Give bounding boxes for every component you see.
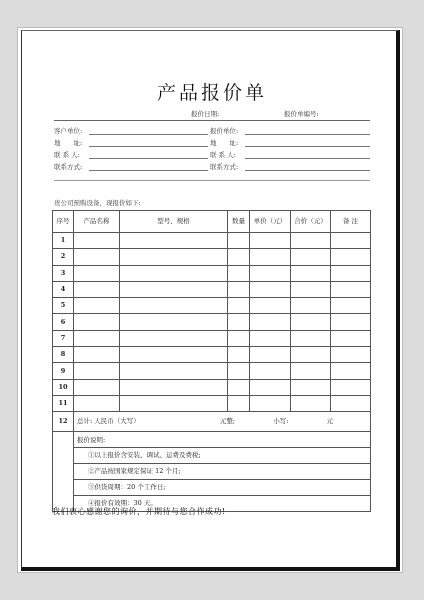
supplier-address-label: 地 址:: [210, 139, 239, 147]
qty-cell[interactable]: [228, 395, 250, 411]
amount-cell[interactable]: [291, 363, 331, 379]
row-number: 4: [53, 281, 74, 297]
model-cell[interactable]: [120, 363, 228, 379]
amount-cell[interactable]: [291, 281, 331, 297]
amount-cell[interactable]: [291, 395, 331, 411]
total-yuan-unit: 元: [326, 417, 334, 426]
unit-price-cell[interactable]: [250, 330, 291, 346]
table-row: [53, 249, 371, 265]
notes-list: [74, 448, 370, 511]
col-header-product: 产品名称: [74, 211, 120, 233]
note-item: ④报价有效期：30 天。: [88, 499, 157, 508]
row-number: 6: [53, 314, 74, 330]
table-row: [53, 314, 371, 330]
unit-price-cell[interactable]: [250, 265, 291, 281]
row-number: 5: [53, 298, 74, 314]
note-item: ②产品按国家规定保证 12 个月;: [74, 464, 370, 480]
qty-cell[interactable]: [228, 379, 250, 395]
model-cell[interactable]: [120, 249, 228, 265]
row-number: 7: [53, 330, 74, 346]
col-header-no: 序号: [53, 211, 74, 233]
closing-message: 我们衷心感谢您的询价，并期待与您合作成功!: [52, 507, 226, 516]
supplier-unit-label: 报价单位:: [210, 127, 239, 135]
remark-cell[interactable]: [331, 314, 371, 330]
customer-unit-label: 客户单位:: [54, 127, 83, 135]
table-row: [53, 265, 371, 281]
qty-cell[interactable]: [228, 314, 250, 330]
col-header-unit-price: 单价（元）: [250, 211, 291, 233]
total-yuan-label: 元整;: [219, 417, 236, 426]
amount-cell[interactable]: [291, 298, 331, 314]
customer-address-field[interactable]: [89, 146, 208, 147]
qty-cell[interactable]: [228, 298, 250, 314]
model-cell[interactable]: [120, 330, 228, 346]
table-row: [53, 379, 371, 395]
unit-price-cell[interactable]: [250, 281, 291, 297]
table-row: [53, 233, 371, 249]
amount-cell[interactable]: [291, 233, 331, 249]
customer-contact-field[interactable]: [89, 158, 208, 159]
amount-cell[interactable]: [291, 249, 331, 265]
total-cell[interactable]: [74, 412, 371, 432]
product-name-cell[interactable]: [74, 363, 120, 379]
model-cell[interactable]: [120, 281, 228, 297]
qty-cell[interactable]: [228, 363, 250, 379]
product-name-cell[interactable]: [74, 347, 120, 363]
notes-cell: [74, 432, 371, 512]
total-small-label: 小写:: [273, 417, 289, 426]
model-cell[interactable]: [120, 347, 228, 363]
amount-cell[interactable]: [291, 265, 331, 281]
remark-cell[interactable]: [331, 347, 371, 363]
row-number: 1: [53, 233, 74, 249]
supplier-contact-field[interactable]: [245, 158, 370, 159]
table-header-row: [53, 211, 371, 233]
unit-price-cell[interactable]: [250, 395, 291, 411]
quote-date-label: 报价日期:: [191, 110, 220, 118]
table-row: [53, 281, 371, 297]
unit-price-cell[interactable]: [250, 249, 291, 265]
note-item: ①以上报价含安装、调试、运费及费税;: [74, 448, 370, 464]
unit-price-cell[interactable]: [250, 314, 291, 330]
product-name-cell[interactable]: [74, 298, 120, 314]
qty-cell[interactable]: [228, 233, 250, 249]
amount-cell[interactable]: [291, 314, 331, 330]
intro-text: 贵公司预购设备，现报价如下:: [54, 199, 141, 207]
product-name-cell[interactable]: [74, 265, 120, 281]
total-row-number: 12: [53, 412, 74, 432]
qty-cell[interactable]: [228, 265, 250, 281]
col-header-amount: 合价（元）: [291, 211, 331, 233]
row-number: 2: [53, 249, 74, 265]
customer-unit-field[interactable]: [89, 134, 208, 135]
supplier-phone-label: 联系方式:: [210, 163, 239, 171]
customer-phone-field[interactable]: [89, 170, 208, 171]
amount-cell[interactable]: [291, 347, 331, 363]
total-row: [53, 412, 371, 432]
remark-cell[interactable]: [331, 363, 371, 379]
model-cell[interactable]: [120, 314, 228, 330]
col-header-remark: 备 注: [331, 211, 371, 233]
product-name-cell[interactable]: [74, 379, 120, 395]
customer-phone-label: 联系方式:: [54, 163, 83, 171]
col-header-model: 型号、规格: [120, 211, 228, 233]
customer-address-label: 地 址:: [54, 139, 83, 147]
unit-price-cell[interactable]: [250, 379, 291, 395]
remark-cell[interactable]: [331, 265, 371, 281]
qty-cell[interactable]: [228, 281, 250, 297]
header-rule: [54, 120, 370, 121]
remark-cell[interactable]: [331, 379, 371, 395]
remark-cell[interactable]: [331, 395, 371, 411]
quote-table: [52, 210, 371, 512]
table-row: [53, 298, 371, 314]
remark-cell[interactable]: [331, 249, 371, 265]
model-cell[interactable]: [120, 298, 228, 314]
model-cell[interactable]: [120, 233, 228, 249]
table-row: [53, 363, 371, 379]
total-label: 总计: 人民币（大写）: [77, 417, 140, 426]
table-row: [53, 330, 371, 346]
product-name-cell[interactable]: [74, 281, 120, 297]
supplier-phone-field[interactable]: [245, 170, 370, 171]
remark-cell[interactable]: [331, 298, 371, 314]
qty-cell[interactable]: [228, 330, 250, 346]
unit-price-cell[interactable]: [250, 298, 291, 314]
table-row: [53, 395, 371, 411]
unit-price-cell[interactable]: [250, 363, 291, 379]
amount-cell[interactable]: [291, 330, 331, 346]
product-name-cell[interactable]: [74, 395, 120, 411]
quote-number-label: 报价单编号:: [284, 110, 319, 118]
amount-cell[interactable]: [291, 379, 331, 395]
model-cell[interactable]: [120, 395, 228, 411]
product-name-cell[interactable]: [74, 314, 120, 330]
note-item: ③供货周期：20 个工作日;: [74, 480, 370, 496]
qty-cell[interactable]: [228, 249, 250, 265]
unit-price-cell[interactable]: [250, 347, 291, 363]
row-number: 11: [53, 395, 74, 411]
row-number: 9: [53, 363, 74, 379]
product-name-cell[interactable]: [74, 330, 120, 346]
row-number: 10: [53, 379, 74, 395]
info-divider: [54, 180, 370, 181]
supplier-unit-field[interactable]: [245, 134, 370, 135]
supplier-contact-label: 联 系 人:: [210, 151, 236, 159]
col-header-qty: 数量: [228, 211, 250, 233]
product-name-cell[interactable]: [74, 249, 120, 265]
remark-cell[interactable]: [331, 281, 371, 297]
customer-contact-label: 联 系 人:: [54, 151, 80, 159]
page-title: 产品报价单: [156, 82, 267, 104]
model-cell[interactable]: [120, 265, 228, 281]
notes-heading: 报价说明:: [74, 432, 370, 448]
row-number: 8: [53, 347, 74, 363]
model-cell[interactable]: [120, 379, 228, 395]
table-row: [53, 347, 371, 363]
remark-cell[interactable]: [331, 233, 371, 249]
notes-row: [53, 432, 371, 512]
product-name-cell[interactable]: [74, 233, 120, 249]
qty-cell[interactable]: [228, 347, 250, 363]
row-number: 3: [53, 265, 74, 281]
remark-cell[interactable]: [331, 330, 371, 346]
supplier-address-field[interactable]: [245, 146, 370, 147]
notes-spacer: [53, 432, 74, 512]
unit-price-cell[interactable]: [250, 233, 291, 249]
